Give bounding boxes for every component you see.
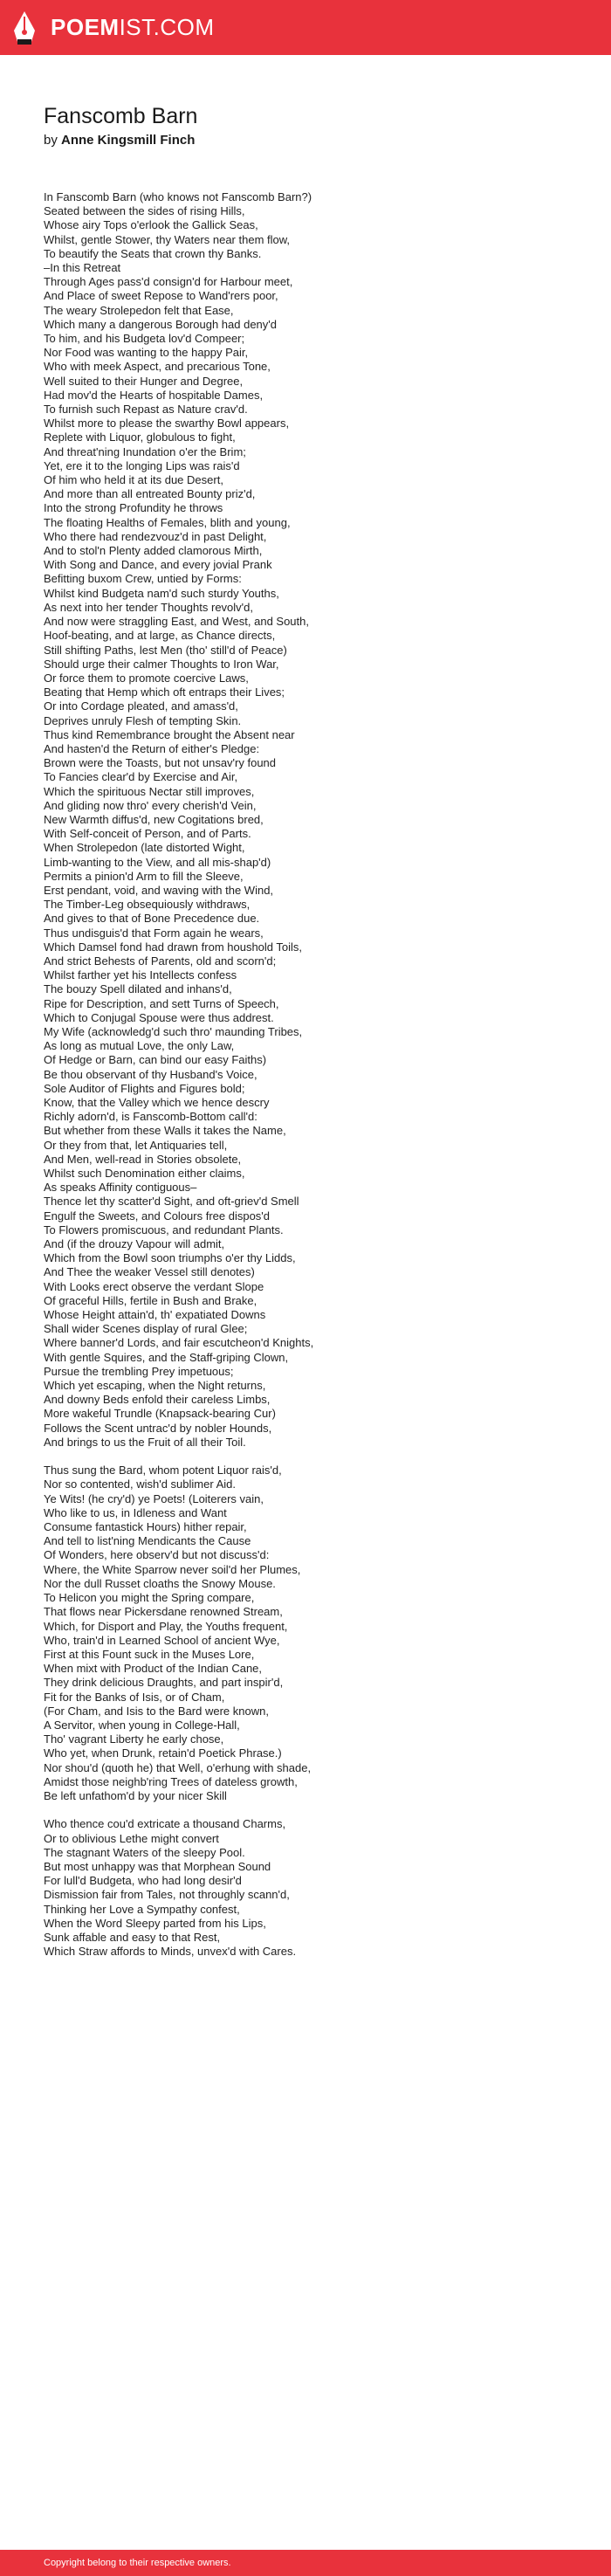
poem-line: Who thence cou'd extricate a thousand Charms, xyxy=(44,1817,286,1831)
poem-line: When Strolepedon (late distorted Wight, xyxy=(44,841,245,855)
pen-nib-icon[interactable] xyxy=(12,10,37,46)
poem-line: Nor Food was wanting to the happy Pair, xyxy=(44,346,249,360)
poem-line: To him, and his Budgeta lov'd Compeer; xyxy=(44,332,245,346)
poem-line: Sunk affable and easy to that Rest, xyxy=(44,1930,221,1944)
poem-line: And to stol'n Plenty added clamorous Mirth, xyxy=(44,544,263,558)
poem-line: Fit for the Banks of Isis, or of Cham, xyxy=(44,1690,225,1704)
poem-line: Or into Cordage pleated, and amass'd, xyxy=(44,699,238,713)
poem-line: The Timber-Leg obsequiously withdraws, xyxy=(44,898,251,912)
poem-line: Thus sung the Bard, whom potent Liquor rais'd, xyxy=(44,1464,282,1477)
poem-line: And strict Behests of Parents, old and scorn'd; xyxy=(44,954,277,968)
poem-line: And tell to list'ning Mendicants the Cause xyxy=(44,1534,251,1548)
poem-line: Ripe for Description, and sett Turns of Speech, xyxy=(44,996,279,1010)
poem-line: Which the spirituous Nectar still improves, xyxy=(44,784,255,798)
poem-line: For lull'd Budgeta, who had long desir'd xyxy=(44,1874,242,1888)
poem-line: Amidst those neighb'ring Trees of dateless growth, xyxy=(44,1774,298,1788)
poem-line: Of him who held it at its due Desert, xyxy=(44,473,223,487)
poem-line: Richly adorn'd, is Fanscomb-Bottom call'd: xyxy=(44,1110,257,1124)
poem-line: Which to Conjugal Spouse were thus addrest. xyxy=(44,1010,274,1024)
poem-line: Pursue the trembling Prey impetuous; xyxy=(44,1364,234,1378)
poem-line: As long as mutual Love, the only Law, xyxy=(44,1039,235,1053)
poem-line: Of Wonders, here observ'd but not discuss'd: xyxy=(44,1548,270,1562)
poem-title: Fanscomb Barn xyxy=(44,104,198,128)
poem-line: And hasten'd the Return of either's Pledge: xyxy=(44,741,260,755)
poem-line: Be thou observant of thy Husband's Voice, xyxy=(44,1067,257,1081)
poem-line: To Helicon you might the Spring compare, xyxy=(44,1591,255,1605)
poem-line: A Servitor, when young in College-Hall, xyxy=(44,1718,240,1732)
poem-line: Thinking her Love a Sympathy confest, xyxy=(44,1902,240,1916)
author-name[interactable]: Anne Kingsmill Finch xyxy=(61,133,196,148)
poem-line: And downy Beds enfold their careless Limbs, xyxy=(44,1393,271,1407)
site-footer xyxy=(0,2550,611,2576)
poem-stanza xyxy=(44,1464,585,1803)
poem-line: And threat'ning Inundation o'er the Brim; xyxy=(44,444,246,458)
poem-line: And gliding now thro' every cherish'd Vein, xyxy=(44,798,257,812)
poem-line: With Looks erect observe the verdant Slope xyxy=(44,1279,264,1293)
byline xyxy=(44,133,567,148)
poem-line: Be left unfathom'd by your nicer Skill xyxy=(44,1788,227,1802)
poem-line: Beating that Hemp which oft entraps their Lives; xyxy=(44,685,285,699)
poem-line: Where, the White Sparrow never soil'd her Plumes, xyxy=(44,1562,301,1576)
poem-line: Dismission fair from Tales, not throughly scann'd, xyxy=(44,1888,290,1902)
poem-line: Whose Height attain'd, th' expatiated Downs xyxy=(44,1308,266,1322)
poem-line: Or force them to promote coercive Laws, xyxy=(44,671,249,685)
poem-line: To Fancies clear'd by Exercise and Air, xyxy=(44,770,238,784)
poem-line: Seated between the sides of rising Hills, xyxy=(44,204,245,218)
poem-line: To Flowers promiscuous, and redundant Plants. xyxy=(44,1223,284,1236)
poem-line: Brown were the Toasts, but not unsav'ry found xyxy=(44,756,277,770)
poem-line: Permits a pinion'd Arm to fill the Sleeve, xyxy=(44,869,244,883)
poem-line: As speaks Affinity contiguous– xyxy=(44,1181,197,1195)
poem-line: Whilst kind Budgeta nam'd such sturdy Youths, xyxy=(44,586,279,600)
copyright-text: Copyright belong to their respective owners. xyxy=(44,2558,231,2568)
poem-line: And Thee the weaker Vessel still denotes) xyxy=(44,1265,255,1279)
poem-line: And more than all entreated Bounty priz'd, xyxy=(44,487,256,501)
poem-line: More wakeful Trundle (Knapsack-bearing Cur) xyxy=(44,1407,276,1421)
poem-line: Know, that the Valley which we hence descry xyxy=(44,1096,270,1109)
poem-line: Whilst such Denomination either claims, xyxy=(44,1167,245,1181)
poem-line: When the Word Sleepy parted from his Lips, xyxy=(44,1916,266,1930)
poem-line: Well suited to their Hunger and Degree, xyxy=(44,374,244,388)
poem-line: And Men, well-read in Stories obsolete, xyxy=(44,1152,242,1166)
poem-line: First at this Fount suck in the Muses Lore, xyxy=(44,1647,255,1661)
poem-line: But most unhappy was that Morphean Sound xyxy=(44,1859,271,1873)
poem-line: Thence let thy scatter'd Sight, and oft-griev'd Smell xyxy=(44,1195,299,1209)
logo-light: IST.COM xyxy=(119,14,215,40)
poem-line: And brings to us the Fruit of all their Toil. xyxy=(44,1435,246,1449)
poem-line: With Song and Dance, and every jovial Prank xyxy=(44,558,272,572)
poem-line: New Warmth diffus'd, new Cogitations bred, xyxy=(44,812,264,826)
poem-line: Who yet, when Drunk, retain'd Poetick Phrase.) xyxy=(44,1746,282,1760)
poem-line: And Place of sweet Repose to Wand'rers poor, xyxy=(44,289,278,303)
poem-line: That flows near Pickersdane renowned Stream, xyxy=(44,1605,283,1619)
poem-line: Thus kind Remembrance brought the Absent near xyxy=(44,727,295,741)
poem-line: Shall wider Scenes display of rural Glee; xyxy=(44,1322,248,1336)
poem-line: And (if the drouzy Vapour will admit, xyxy=(44,1237,225,1251)
poem-line: Should urge their calmer Thoughts to Iron War, xyxy=(44,657,279,671)
poem-line: To furnish such Repast as Nature crav'd. xyxy=(44,403,248,417)
poem-line: Whilst farther yet his Intellects confess xyxy=(44,968,237,982)
poem-line: They drink delicious Draughts, and part inspir'd, xyxy=(44,1676,284,1690)
poem-line: Who with meek Aspect, and precarious Tone, xyxy=(44,360,271,374)
poem-line: Through Ages pass'd consign'd for Harbour meet, xyxy=(44,275,293,289)
poem-line: –In this Retreat xyxy=(44,261,121,275)
site-logo[interactable] xyxy=(51,14,215,40)
poem-line: Consume fantastick Hours) hither repair, xyxy=(44,1520,247,1534)
poem-line: Replete with Liquor, globulous to fight, xyxy=(44,430,236,444)
poem-line: Had mov'd the Hearts of hospitable Dames, xyxy=(44,388,264,402)
poem-line: Hoof-beating, and at large, as Chance directs, xyxy=(44,629,276,643)
poem-line: In Fanscomb Barn (who knows not Fanscomb Barn?) xyxy=(44,190,312,203)
poem-line: Which, for Disport and Play, the Youths frequent, xyxy=(44,1619,288,1633)
poem-line: Of graceful Hills, fertile in Bush and Brake, xyxy=(44,1293,257,1307)
poem-line: Yet, ere it to the longing Lips was rais'd xyxy=(44,458,240,472)
poem-line: Engulf the Sweets, and Colours free dispos'd xyxy=(44,1209,271,1223)
poem-header xyxy=(44,103,567,148)
poem-body xyxy=(44,190,585,1973)
poem-line: Whilst more to please the swarthy Bowl appears, xyxy=(44,417,290,430)
poem-stanza xyxy=(44,1817,585,1959)
poem-line: Follows the Scent untrac'd by nobler Hounds, xyxy=(44,1421,272,1435)
poem-line: To beautify the Seats that crown thy Banks. xyxy=(44,246,262,260)
poem-line: Sole Auditor of Flights and Figures bold; xyxy=(44,1081,245,1095)
poem-line: Who like to us, in Idleness and Want xyxy=(44,1505,227,1519)
poem-line: Still shifting Paths, lest Men (tho' still'd of Peace) xyxy=(44,643,287,657)
poem-line: The stagnant Waters of the sleepy Pool. xyxy=(44,1845,245,1859)
poem-line: And gives to that of Bone Precedence due. xyxy=(44,912,260,926)
poem-line: And now were straggling East, and West, and South, xyxy=(44,615,309,629)
poem-line: My Wife (acknowledg'd such thro' maunding Tribes, xyxy=(44,1024,303,1038)
poem-line: Nor the dull Russet cloaths the Snowy Mouse. xyxy=(44,1576,276,1590)
poem-line: The bouzy Spell dilated and inhans'd, xyxy=(44,982,232,996)
poem-line: Limb-wanting to the View, and all mis-shap'd) xyxy=(44,855,271,869)
poem-line: Where banner'd Lords, and fair escutcheon'd Knights, xyxy=(44,1336,314,1350)
poem-line: The floating Healths of Females, blith and young, xyxy=(44,515,291,529)
poem-line: Or to oblivious Lethe might convert xyxy=(44,1831,219,1845)
poem-line: Deprives unruly Flesh of tempting Skin. xyxy=(44,713,242,727)
poem-line: Which yet escaping, when the Night returns, xyxy=(44,1379,266,1393)
poem-line: Which many a dangerous Borough had deny'd xyxy=(44,317,277,331)
by-label: by xyxy=(44,133,58,148)
poem-line: Which from the Bowl soon triumphs o'er thy Lidds, xyxy=(44,1251,296,1265)
poem-line: Of Hedge or Barn, can bind our easy Faiths) xyxy=(44,1053,267,1067)
poem-line: Who, train'd in Learned School of ancient Wye, xyxy=(44,1633,280,1647)
poem-line: With Self-conceit of Person, and of Parts. xyxy=(44,827,251,841)
poem-line: With gentle Squires, and the Staff-griping Clown, xyxy=(44,1350,289,1364)
poem-line: (For Cham, and Isis to the Bard were known, xyxy=(44,1704,269,1718)
poem-line: As next into her tender Thoughts revolv'd, xyxy=(44,600,253,614)
poem-line: Or they from that, let Antiquaries tell, xyxy=(44,1138,228,1152)
poem-line: Whose airy Tops o'erlook the Gallick Seas, xyxy=(44,218,258,232)
poem-stanza xyxy=(44,190,585,1450)
poem-line: Which Damsel fond had drawn from houshold Toils, xyxy=(44,940,303,954)
poem-line: Who there had rendezvouz'd in past Delight, xyxy=(44,529,267,543)
poem-line: When mixt with Product of the Indian Cane, xyxy=(44,1662,263,1676)
poem-line: Nor shou'd (quoth he) that Well, o'erhung with shade, xyxy=(44,1760,312,1774)
poem-line: Whilst, gentle Stower, thy Waters near them flow, xyxy=(44,232,291,246)
poem-line: But whether from these Walls it takes the Name, xyxy=(44,1124,286,1138)
poem-line: Into the strong Profundity he throws xyxy=(44,501,223,515)
poem-line: Nor so contented, wish'd sublimer Aid. xyxy=(44,1477,236,1491)
poem-line: The weary Strolepedon felt that Ease, xyxy=(44,303,234,317)
poem-line: Befitting buxom Crew, untied by Forms: xyxy=(44,572,242,586)
site-header xyxy=(0,0,611,55)
poem-line: Ye Wits! (he cry'd) ye Poets! (Loiterers vain, xyxy=(44,1491,264,1505)
poem-line: Erst pendant, void, and waving with the Wind, xyxy=(44,883,274,897)
poem-line: Which Straw affords to Minds, unvex'd with Cares. xyxy=(44,1945,297,1959)
poem-line: Tho' vagrant Liberty he early chose, xyxy=(44,1732,224,1746)
poem-line: Thus undisguis'd that Form again he wears, xyxy=(44,926,264,940)
logo-strong: POEM xyxy=(51,14,120,40)
